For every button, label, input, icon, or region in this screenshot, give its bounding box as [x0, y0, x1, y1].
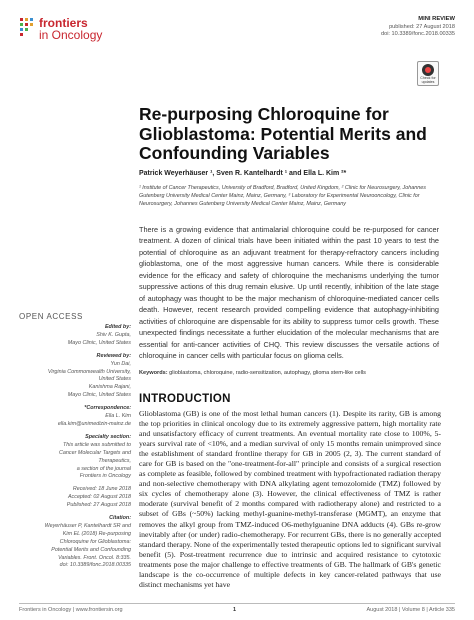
- edited-by-label: Edited by:: [104, 324, 131, 330]
- check-updates-label: Check for updates: [420, 76, 436, 84]
- specialty-line: Cancer Molecular Targets and: [58, 449, 131, 456]
- frontiers-logo-icon: [19, 17, 35, 39]
- citation-line: Chloroquine for Glioblastoma:: [59, 538, 131, 545]
- open-access-label: OPEN ACCESS: [19, 312, 83, 321]
- reviewed-by-label: Reviewed by:: [96, 352, 131, 359]
- authors: Patrick Weyerhäuser ¹, Sven R. Kantelhardt ¹ and Ella L. Kim ²*: [139, 170, 347, 177]
- article-meta: [381, 16, 455, 39]
- correspondence-name: Ella L. Kim: [105, 413, 131, 420]
- citation-doi[interactable]: doi: 10.3389/fonc.2018.00335: [59, 562, 131, 569]
- citation-line: Weyerhäuser P, Kantelhardt SR and: [44, 522, 131, 529]
- footer-journal-link[interactable]: Frontiers in Oncology | www.frontiersin.org: [19, 607, 123, 613]
- citation-label: Citation:: [109, 515, 131, 522]
- footer-divider: [19, 603, 455, 604]
- specialty-line: Therapeutics,: [98, 457, 131, 464]
- specialty-section-label: Specialty section:: [85, 433, 131, 440]
- reviewer-line: Yun Dai,: [110, 360, 131, 367]
- published-date: published: 27 August 2018: [389, 23, 455, 30]
- specialty-line: a section of the journal: [76, 465, 131, 472]
- received-date: Received: 18 June 2018: [72, 486, 131, 493]
- journal-logo[interactable]: [39, 17, 102, 41]
- citation-line: Kim EL (2018) Re-purposing: [62, 530, 131, 537]
- affiliations: ¹ Institute of Cancer Therapeutics, University of Bradford, Bradford, United Kingdom, ² Clinic for Neurosurgery, Johannes Gutenberg University Medical Center Mainz, Mainz, Germany, ³ Laboratory for Experimental Neurooncology, Clinic for Neurosurgery, Johannes Gutenberg University Medical Center Mainz, Mainz, Germany: [139, 185, 426, 207]
- introduction-heading: INTRODUCTION: [139, 393, 231, 405]
- editor-line: Shiv K. Gupta,: [96, 331, 131, 338]
- page-number: 1: [233, 607, 237, 613]
- editor-line: Mayo Clinic, United States: [67, 339, 131, 346]
- check-for-updates-badge[interactable]: [417, 61, 439, 86]
- citation-line: Potential Merits and Confounding: [51, 546, 131, 553]
- correspondence-label: *Correspondence:: [84, 405, 131, 412]
- journal-name-line2: in Oncology: [39, 28, 103, 42]
- correspondence-email[interactable]: ella.kim@unimedizin-mainz.de: [57, 420, 131, 427]
- reviewer-line: Kanishma Rajani,: [88, 384, 131, 391]
- article-type: MINI REVIEW: [418, 16, 455, 22]
- reviewer-line: United States: [98, 376, 131, 383]
- reviewer-line: Mayo Clinic, United States: [67, 392, 131, 399]
- specialty-line: Frontiers in Oncology: [79, 473, 131, 480]
- journal-name-line1: frontiers: [39, 16, 88, 30]
- citation-line: Variables. Front. Oncol. 8:335.: [58, 554, 131, 561]
- article-sidebar: [19, 324, 131, 570]
- keywords: [139, 370, 439, 376]
- keywords-list: glioblastoma, chloroquine, radio-sensitization, autophagy, glioma stem-like cells: [169, 370, 366, 376]
- published-date-sidebar: Published: 27 August 2018: [66, 502, 131, 509]
- abstract: There is a growing evidence that antimalarial chloroquine could be re-purposed for cancer treatment. A dozen of clinical trials have been initiated within the past 10 years to test the potential of chloroquine as an adjuvant treatment for therapy-refractory cancers including glioblastoma, one of the most aggressive human cancers. While there is considerable evidence for the efficacy and safety of chloroquine the mechanisms underlying the tumor suppressive actions of this drug remain elusive. Up until recently, inhibition of the late stage of autophagy was thought to be the major mechanism of chloroquine-mediated cancer cells death. However, recent research provided compelling evidence that autophagy-inhibiting activities of chloroquine are dispensable for its ability to suppress tumor cells growth. These unexpected findings necessitate a further elucidation of the molecular mechanisms that are essential for anti-cancer activities of CHQ. This review discusses the versatile actions of chloroquine in cancer cells with particular focus on glioma cells.: [139, 225, 439, 360]
- keywords-label: Keywords:: [139, 370, 168, 376]
- footer-volume-info: August 2018 | Volume 8 | Article 335: [366, 607, 455, 613]
- check-updates-icon: [422, 64, 434, 76]
- accepted-date: Accepted: 02 August 2018: [67, 494, 131, 501]
- specialty-line: This article was submitted to: [62, 441, 131, 448]
- reviewer-line: Virginia Commonwealth University,: [47, 368, 131, 375]
- introduction-body: Glioblastoma (GB) is one of the most lethal human cancers (1). Despite its rarity, GB is among the top priorities in clinical oncology due to its extremely aggressive pattern, high mortality rate and unsatisfactory efficacy of current treatments. An eventual mortality rate close to 100%, 5-years survival rate of <10%, and a median survival of only 15 months remain unimproved since the establishment of standard frontline therapy for GB in 2005 (2, 3). The current standard of care for GB is based on the "one-treatment-for-all" principle and consists of a surgical resection as complete as feasible, followed by combined treatment with hypofractionated radiation therapy and non-selective chemotherapy with DNA alkylating agent temozolomide (TMZ) followed by six cycles of chemotherapy alone (3). However, the clinical effectiveness of TMZ is rather moderate (survival benefit of 2 months compared with radiotherapy alone) and restricted to a subset of GBs (~50%) lacking methyl-guanine-methyl-transferase (MGMT), an enzyme that removes the alkyl group from TMZ-induced O6-methylguanine DNA adducts (4). GBs re-grow inevitably after (or under) radio-chemotherapy. For recurrent GBs, there is no generally accepted standard therapy. None of the experimentally tested therapeutic options led to significant survival benefit (5). Post-treatment recurrence due to intrinsic and acquired resistance to cytotoxic treatments pose the major challenge to effective treatments of GB. The hallmark of GB's genetic landscape is the co-occurrence of multiple defects in key cancer-related pathways that use distinct mechanisms yet have: [139, 409, 441, 589]
- article-title: Re-purposing Chloroquine for Glioblastoma: Potential Merits and Confounding Variables: [139, 104, 427, 163]
- doi[interactable]: doi: 10.3389/fonc.2018.00335: [380, 31, 455, 37]
